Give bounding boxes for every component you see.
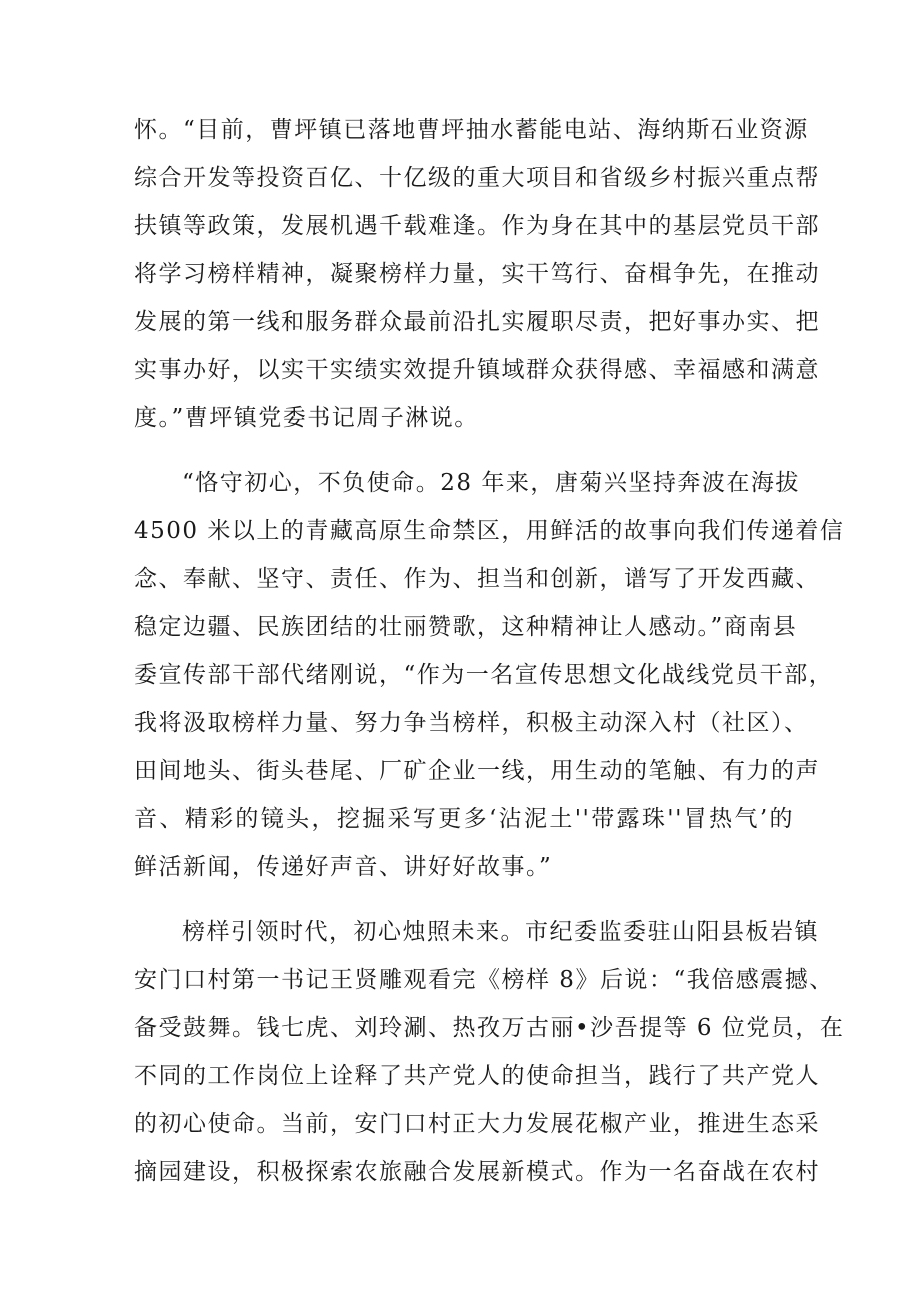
text-line: 摘园建设，积极探索农旅融合发展新模式。作为一名奋战在农村	[134, 1159, 820, 1185]
paragraph-3	[134, 908, 845, 1196]
text-line: 榜样引领时代，初心烛照未来。市纪委监委驻山阳县板岩镇	[182, 919, 819, 945]
text-line: 鲜活新闻，传递好声音、讲好好故事。”	[134, 854, 553, 880]
text-line: 实事办好，以实干实绩实效提升镇域群众获得感、幸福感和满意	[134, 357, 820, 383]
text-line: 怀。“目前，曹坪镇已落地曹坪抽水蓄能电站、海纳斯石业资源	[134, 117, 809, 143]
paragraph-2	[134, 459, 845, 891]
text-line: “恪守初心，不负使命。28 年来，唐菊兴坚持奔波在海拔	[182, 470, 800, 496]
text-line: 综合开发等投资百亿、十亿级的重大项目和省级乡村振兴重点帮	[134, 165, 820, 191]
text-line: 稳定边疆、民族团结的壮丽赞歌，这种精神让人感动。”商南县	[134, 614, 798, 640]
text-line: 发展的第一线和服务群众最前沿扎实履职尽责，把好事办实、把	[134, 309, 820, 335]
paragraph-1	[134, 106, 820, 442]
text-line: 4500 米以上的青藏高原生命禁区，用鲜活的故事向我们传递着信	[134, 518, 845, 544]
text-line: 田间地头、街头巷尾、厂矿企业一线，用生动的笔触、有力的声	[134, 758, 820, 784]
text-line: 的初心使命。当前，安门口村正大力发展花椒产业，推进生态采	[134, 1111, 820, 1137]
text-line: 念、奉献、坚守、责任、作为、担当和创新，谱写了开发西藏、	[134, 566, 820, 592]
text-line: 安门口村第一书记王贤雕观看完《榜样 8》后说：“我倍感震撼、	[134, 967, 834, 993]
text-line: 备受鼓舞。钱七虎、刘玲涮、热孜万古丽•沙吾提等 6 位党员，在	[134, 1015, 845, 1041]
document-body	[134, 106, 845, 1213]
text-line: 委宣传部干部代绪刚说，“作为一名宣传思想文化战线党员干部，	[134, 662, 834, 688]
text-line: 音、精彩的镜头，挖掘采写更多‘沾泥土''带露珠''冒热气’的	[134, 806, 794, 832]
text-line: 不同的工作岗位上诠释了共产党人的使命担当，践行了共产党人	[134, 1063, 820, 1089]
text-line: 将学习榜样精神，凝聚榜样力量，实干笃行、奋楫争先，在推动	[134, 261, 820, 287]
text-line: 度。”曹坪镇党委书记周子淋说。	[134, 405, 479, 431]
text-line: 我将汲取榜样力量、努力争当榜样，积极主动深入村（社区）、	[134, 710, 809, 736]
text-line: 扶镇等政策，发展机遇千载难逢。作为身在其中的基层党员干部	[134, 213, 820, 239]
